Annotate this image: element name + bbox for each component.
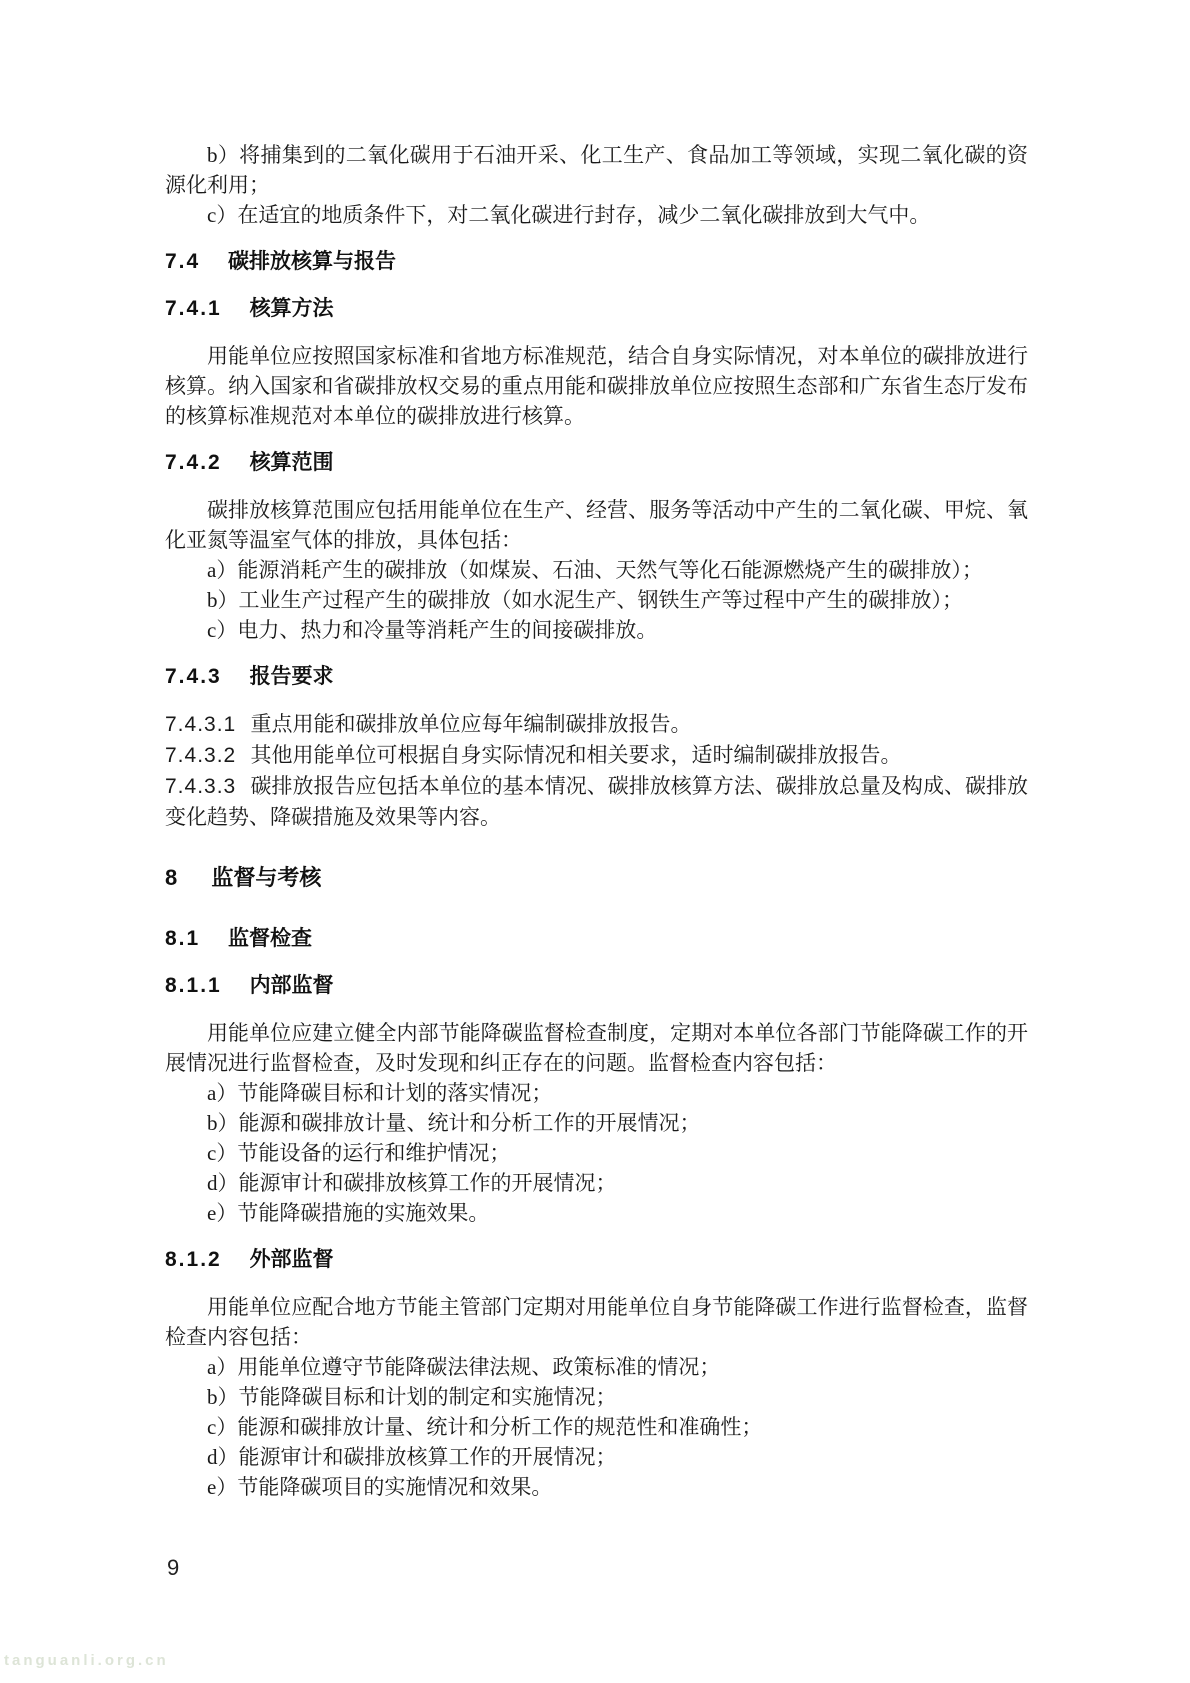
section-heading-7-4-2: [165, 448, 1028, 478]
list-item: c）能源和碳排放计量、统计和分析工作的规范性和准确性；: [207, 1415, 763, 1439]
section-number: 8.1.2: [165, 1248, 222, 1271]
clause-7-4-3-2: [165, 740, 1028, 771]
clause-text: 重点用能和碳排放单位应每年编制碳排放报告。: [250, 712, 692, 736]
list-item-b-carryover: b）将捕集到的二氧化碳用于石油开采、化工生产、食品加工等领域，实现二氧化碳的资源化利用；: [165, 143, 1028, 197]
list-item: d）能源审计和碳排放核算工作的开展情况；: [207, 1171, 617, 1195]
section-heading-7-4-3: [165, 662, 1028, 692]
section-number: 8.1: [165, 927, 201, 950]
list-item: c）电力、热力和冷量等消耗产生的间接碳排放。: [207, 618, 658, 642]
clause-text: 其他用能单位可根据自身实际情况和相关要求，适时编制碳排放报告。: [250, 743, 902, 767]
section-number: 7.4.2: [165, 451, 222, 474]
clause-number: 7.4.3.3: [165, 775, 237, 798]
list-item: a）能源消耗产生的碳排放（如煤炭、石油、天然气等化石能源燃烧产生的碳排放）；: [207, 558, 983, 582]
section-title: 内部监督: [249, 974, 334, 997]
section-title: 核算方法: [249, 297, 334, 320]
section-title: 监督检查: [228, 927, 313, 950]
section-heading-8-1: [165, 924, 1028, 954]
section-title: 报告要求: [249, 665, 334, 688]
section-title: 碳排放核算与报告: [228, 250, 397, 273]
list-item: a）节能降碳目标和计划的落实情况；: [207, 1081, 553, 1105]
list-item: c）节能设备的运行和维护情况；: [207, 1141, 511, 1165]
clause-7-4-3-1: [165, 709, 1028, 740]
clause-7-4-3-3: [165, 771, 1028, 832]
chapter-heading-8: [165, 863, 1028, 893]
clause-text: 碳排放报告应包括本单位的基本情况、碳排放核算方法、碳排放总量及构成、碳排放变化趋势、降碳措施及效果等内容。: [165, 774, 1028, 829]
page-number: 9: [167, 1555, 180, 1580]
section-heading-7-4: [165, 247, 1028, 277]
page-content: [165, 0, 1028, 1502]
chapter-number: 8: [165, 865, 180, 890]
list-item: a）用能单位遵守节能降碳法律法规、政策标准的情况；: [207, 1355, 721, 1379]
list-item: e）节能降碳项目的实施情况和效果。: [207, 1475, 553, 1499]
list-item: e）节能降碳措施的实施效果。: [207, 1201, 490, 1225]
section-title: 外部监督: [249, 1248, 334, 1271]
paragraph-8-1-1: 用能单位应建立健全内部节能降碳监督检查制度，定期对本单位各部门节能降碳工作的开展情况进行监督检查，及时发现和纠正存在的问题。监督检查内容包括：: [165, 1021, 1028, 1075]
paragraph-7-4-1: 用能单位应按照国家标准和省地方标准规范，结合自身实际情况，对本单位的碳排放进行核算。纳入国家和省碳排放权交易的重点用能和碳排放单位应按照生态部和广东省生态厅发布的核算标准规范对本单位的碳排放进行核算。: [165, 344, 1028, 428]
section-heading-7-4-1: [165, 294, 1028, 324]
section-title: 核算范围: [249, 451, 334, 474]
list-item: b）工业生产过程产生的碳排放（如水泥生产、钢铁生产等过程中产生的碳排放）；: [207, 588, 963, 612]
paragraph-8-1-2: 用能单位应配合地方节能主管部门定期对用能单位自身节能降碳工作进行监督检查，监督检查内容包括：: [165, 1295, 1028, 1349]
watermark-text: tanguanli.org.cn: [4, 1652, 169, 1669]
list-item: d）能源审计和碳排放核算工作的开展情况；: [207, 1445, 617, 1469]
section-number: 7.4: [165, 250, 201, 273]
paragraph-7-4-2: 碳排放核算范围应包括用能单位在生产、经营、服务等活动中产生的二氧化碳、甲烷、氧化亚氮等温室气体的排放，具体包括：: [165, 498, 1028, 552]
list-item-c-carryover: c）在适宜的地质条件下，对二氧化碳进行封存，减少二氧化碳排放到大气中。: [207, 203, 931, 227]
clause-number: 7.4.3.2: [165, 744, 237, 767]
chapter-title: 监督与考核: [211, 865, 322, 890]
clause-number: 7.4.3.1: [165, 713, 237, 736]
list-item: b）节能降碳目标和计划的制定和实施情况；: [207, 1385, 617, 1409]
section-heading-8-1-2: [165, 1245, 1028, 1275]
section-number: 8.1.1: [165, 974, 222, 997]
list-item: b）能源和碳排放计量、统计和分析工作的开展情况；: [207, 1111, 701, 1135]
section-number: 7.4.3: [165, 665, 222, 688]
section-heading-8-1-1: [165, 971, 1028, 1001]
section-number: 7.4.1: [165, 297, 222, 320]
